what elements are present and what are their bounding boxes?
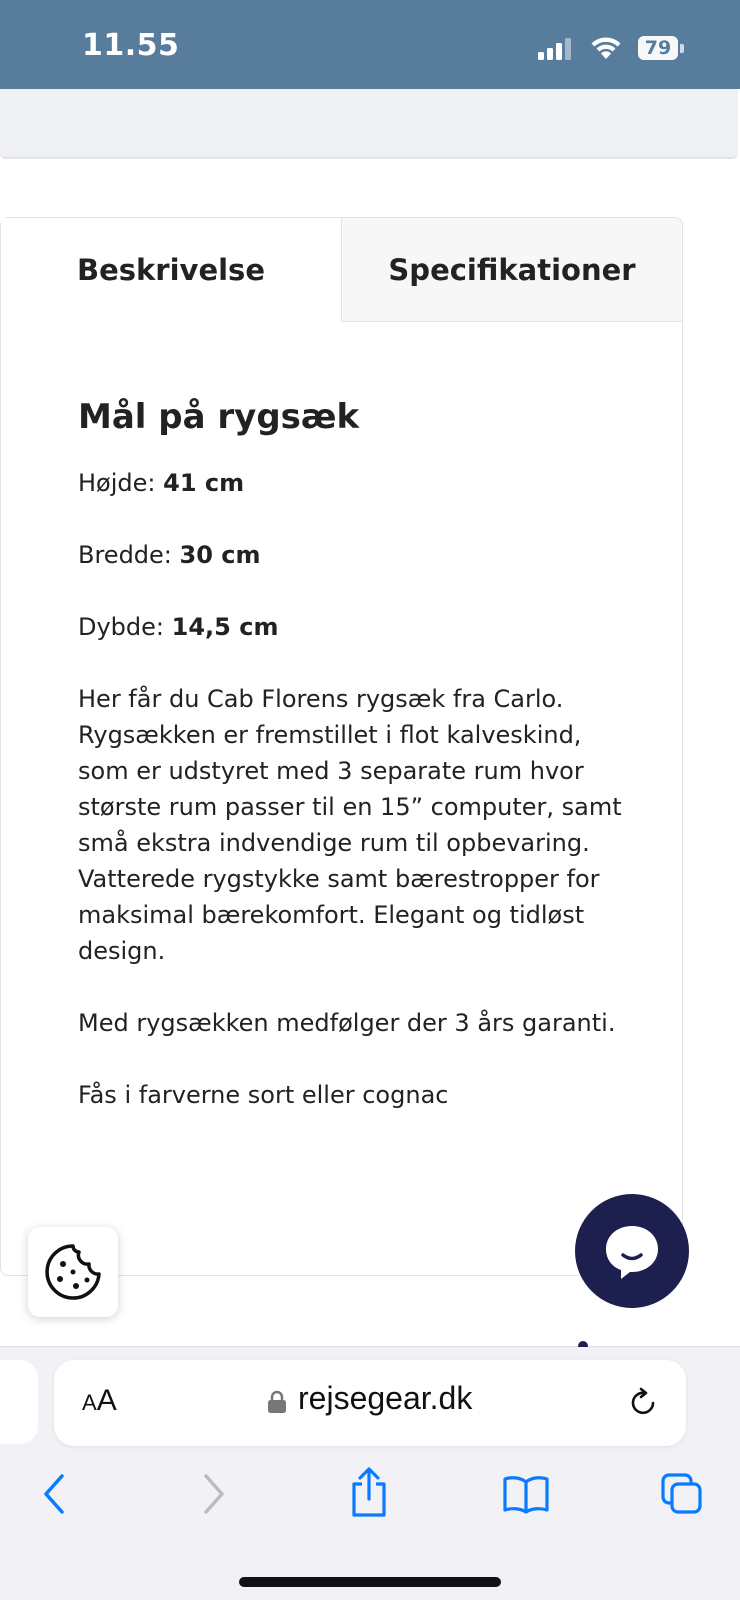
tab-specifikationer[interactable]: Specifikationer (341, 218, 682, 322)
spec-depth-label: Dybde: (78, 613, 165, 641)
spec-width (78, 537, 638, 573)
site-header-strip (0, 89, 738, 159)
chat-bubble-icon (602, 1222, 662, 1282)
tabs-icon[interactable] (660, 1472, 704, 1516)
status-bar (0, 0, 740, 89)
bookmarks-icon[interactable] (502, 1474, 550, 1514)
spec-depth (78, 609, 638, 645)
spec-height (78, 465, 638, 501)
previous-tab-preview[interactable] (0, 1360, 38, 1444)
colors-paragraph: Fås i farverne sort eller cognac (78, 1081, 449, 1109)
back-icon[interactable] (38, 1472, 72, 1516)
spec-width-value: 30 cm (179, 541, 261, 569)
spec-height-label: Højde: (78, 469, 156, 497)
spec-width-label: Bredde: (78, 541, 172, 569)
reload-icon[interactable] (628, 1386, 660, 1418)
address-bar[interactable] (54, 1360, 686, 1446)
wifi-icon (590, 34, 622, 60)
share-icon[interactable] (348, 1466, 390, 1518)
status-time: 11.55 (82, 28, 180, 63)
description-content (78, 395, 638, 1149)
signal-icon (538, 38, 572, 60)
warranty-paragraph: Med rygsækken medfølger der 3 års garanti. (78, 1009, 616, 1037)
spec-depth-value: 14,5 cm (171, 613, 279, 641)
tab-beskrivelse[interactable]: Beskrivelse (1, 218, 341, 322)
reader-text-size-button[interactable]: AA (82, 1384, 117, 1417)
cookie-settings-button[interactable] (28, 1227, 118, 1317)
home-indicator (239, 1577, 501, 1587)
spec-height-value: 41 cm (163, 469, 245, 497)
description-paragraph: Her får du Cab Florens rygsæk fra Carlo. Rygsækken er fremstillet i flot kalveskind, som er udstyret med 3 separate rum hvor største rum passer til en 15” computer, samt små ekstra indvendige rum til opbevaring. Vatterede rygstykke samt bærestropper for maksimal bærekomfort. Elegant og tidløst design. (78, 685, 622, 965)
battery-level: 79 (644, 37, 672, 59)
battery-icon (638, 36, 684, 60)
cookie-icon (43, 1242, 103, 1302)
url-text[interactable]: rejsegear.dk (298, 1380, 473, 1416)
forward-icon[interactable] (196, 1472, 230, 1516)
lock-icon (267, 1390, 287, 1414)
content-heading: Mål på rygsæk (78, 397, 360, 437)
chat-button[interactable] (575, 1194, 689, 1308)
